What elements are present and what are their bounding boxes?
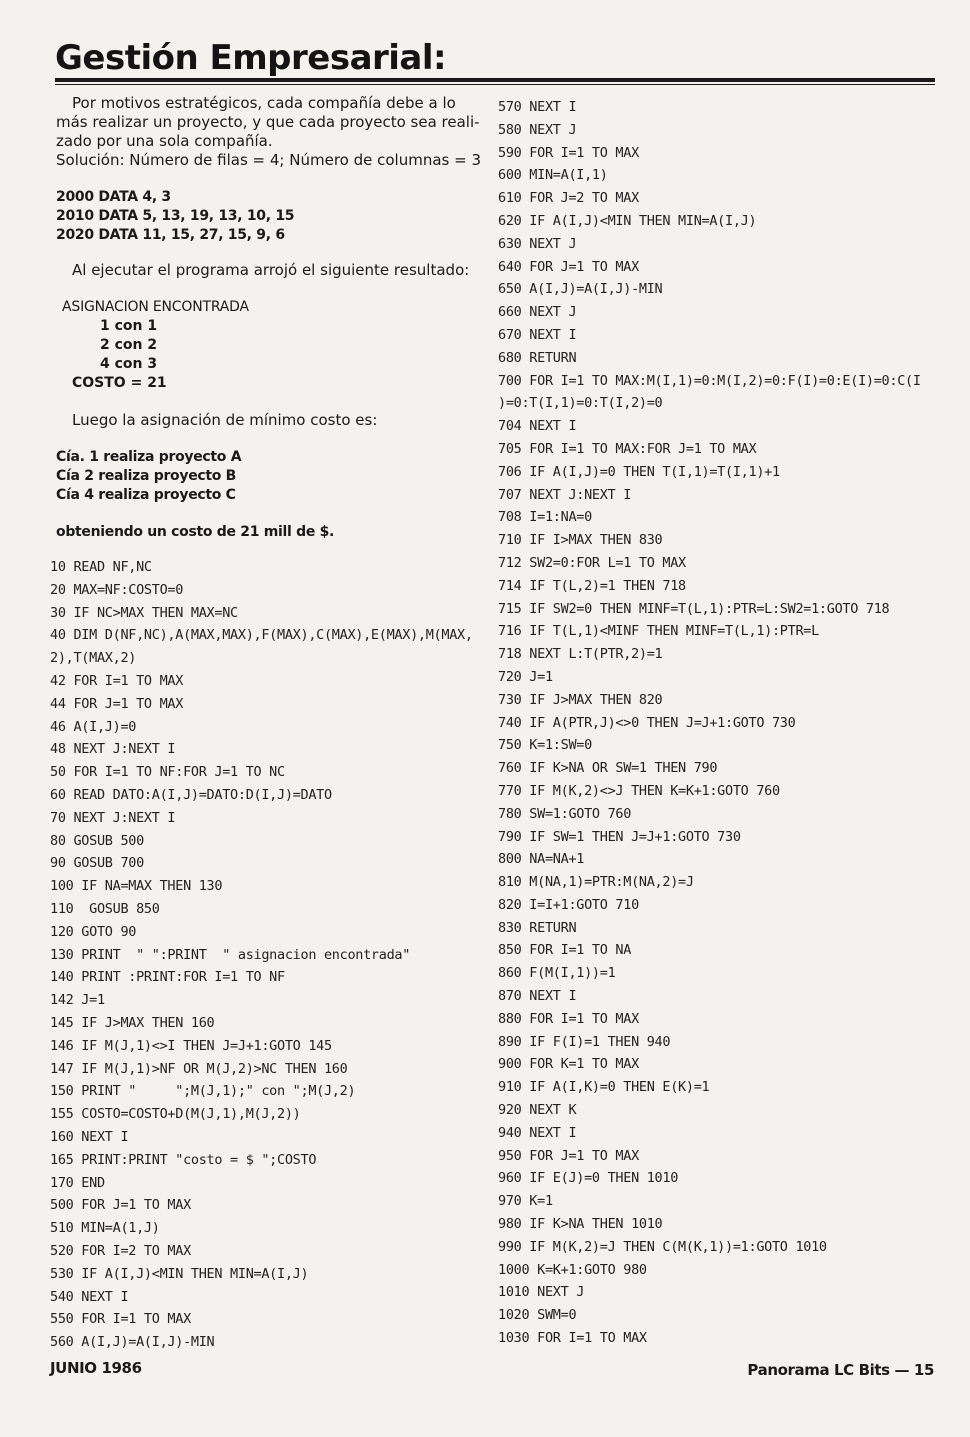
- code-line: 715 IF SW2=0 THEN MINF=T(L,1):PTR=L:SW2=1:GOTO 718: [498, 600, 890, 617]
- assignment-line: Cía. 1 realiza proyecto A: [56, 449, 242, 465]
- code-line: 170 END: [50, 1174, 105, 1191]
- code-line: 700 FOR I=1 TO MAX:M(I,1)=0:M(I,2)=0:F(I)=0:E(I)=0:C(I: [498, 372, 921, 389]
- code-line: 780 SW=1:GOTO 760: [498, 805, 632, 822]
- code-line: 960 IF E(J)=0 THEN 1010: [498, 1170, 679, 1187]
- assignment-list: [56, 448, 496, 505]
- code-line: 46 A(I,J)=0: [50, 718, 137, 735]
- intro-line: Solución: Número de filas = 4; Número de columnas = 3: [56, 151, 481, 169]
- code-line: )=0:T(I,1)=0:T(I,2)=0: [498, 395, 663, 412]
- assignment-line: Cía 4 realiza proyecto C: [56, 487, 236, 503]
- code-line: 610 FOR J=2 TO MAX: [498, 190, 639, 207]
- code-line: 740 IF A(PTR,J)<>0 THEN J=J+1:GOTO 730: [498, 714, 796, 731]
- code-line: 900 FOR K=1 TO MAX: [498, 1056, 639, 1073]
- code-line: 80 GOSUB 500: [50, 832, 144, 849]
- code-line: 720 J=1: [498, 668, 553, 685]
- page-title: Gestión Empresarial:: [55, 38, 447, 78]
- run-text: Al ejecutar el programa arrojó el siguiente resultado:: [72, 261, 470, 279]
- code-line: 760 IF K>NA OR SW=1 THEN 790: [498, 760, 718, 777]
- code-line: 600 MIN=A(I,1): [498, 167, 608, 184]
- code-line: 165 PRINT:PRINT "costo = $ ";COSTO: [50, 1151, 317, 1168]
- code-line: 60 READ DATO:A(I,J)=DATO:D(I,J)=DATO: [50, 786, 332, 803]
- intro-line: zado por una sola compañía.: [56, 132, 273, 150]
- code-line: 830 RETURN: [498, 919, 577, 936]
- intro-line: más realizar un proyecto, y que cada proyecto sea reali-: [56, 113, 480, 131]
- code-line: 870 NEXT I: [498, 988, 577, 1005]
- code-line: 530 IF A(I,J)<MIN THEN MIN=A(I,J): [50, 1265, 309, 1282]
- result-pairs: [56, 317, 496, 374]
- code-line: 800 NA=NA+1: [498, 851, 585, 868]
- code-line: 142 J=1: [50, 992, 105, 1009]
- code-line: 120 GOTO 90: [50, 923, 137, 940]
- cost-summary: obteniendo un costo de 21 mill de $.: [56, 524, 335, 540]
- code-line: 710 IF I>MAX THEN 830: [498, 532, 663, 549]
- code-line: 712 SW2=0:FOR L=1 TO MAX: [498, 554, 686, 571]
- code-line: 810 M(NA,1)=PTR:M(NA,2)=J: [498, 874, 694, 891]
- code-line: 670 NEXT I: [498, 326, 577, 343]
- code-line: 145 IF J>MAX THEN 160: [50, 1014, 215, 1031]
- code-line: 860 F(M(I,1))=1: [498, 965, 616, 982]
- code-line: 570 NEXT I: [498, 99, 577, 115]
- code-line: 707 NEXT J:NEXT I: [498, 486, 632, 503]
- code-line: 750 K=1:SW=0: [498, 737, 592, 754]
- intro-line: Por motivos estratégicos, cada compañía debe a lo: [72, 94, 456, 112]
- code-line: 640 FOR J=1 TO MAX: [498, 258, 639, 275]
- result-pair: 2 con 2: [100, 337, 158, 353]
- code-line: 20 MAX=NF:COSTO=0: [50, 581, 184, 598]
- code-line: 160 NEXT I: [50, 1128, 129, 1145]
- code-line: 520 FOR I=2 TO MAX: [50, 1242, 191, 1259]
- code-line: 146 IF M(J,1)<>I THEN J=J+1:GOTO 145: [50, 1037, 332, 1054]
- code-line: 650 A(I,J)=A(I,J)-MIN: [498, 281, 663, 298]
- code-line: 30 IF NC>MAX THEN MAX=NC: [50, 604, 238, 621]
- code-line: 940 NEXT I: [498, 1124, 577, 1141]
- code-line: 1010 NEXT J: [498, 1284, 585, 1301]
- code-line: 705 FOR I=1 TO MAX:FOR J=1 TO MAX: [498, 440, 757, 457]
- code-line: 1000 K=K+1:GOTO 980: [498, 1261, 647, 1278]
- conclusion-text: Luego la asignación de mínimo costo es:: [72, 411, 378, 429]
- code-line: 620 IF A(I,J)<MIN THEN MIN=A(I,J): [498, 212, 757, 229]
- code-listing-left: [50, 556, 495, 1354]
- code-line: 718 NEXT L:T(PTR,2)=1: [498, 646, 663, 663]
- assignment-line: Cía 2 realiza proyecto B: [56, 468, 237, 484]
- code-listing-right: [498, 96, 948, 1350]
- code-line: 2),T(MAX,2): [50, 650, 137, 667]
- code-line: 708 I=1:NA=0: [498, 509, 592, 526]
- code-line: 70 NEXT J:NEXT I: [50, 809, 176, 826]
- code-line: 890 IF F(I)=1 THEN 940: [498, 1033, 671, 1050]
- code-line: 880 FOR I=1 TO MAX: [498, 1010, 639, 1027]
- code-line: 920 NEXT K: [498, 1102, 577, 1119]
- code-line: 150 PRINT " ";M(J,1);" con ";M(J,2): [50, 1083, 356, 1100]
- code-line: 110 GOSUB 850: [50, 900, 160, 917]
- code-line: 850 FOR I=1 TO NA: [498, 942, 632, 959]
- code-line: 42 FOR I=1 TO MAX: [50, 672, 184, 689]
- data-line: 2010 DATA 5, 13, 19, 13, 10, 15: [56, 208, 295, 224]
- result-pair: 1 con 1: [100, 318, 158, 334]
- code-line: 50 FOR I=1 TO NF:FOR J=1 TO NC: [50, 764, 285, 781]
- code-line: 730 IF J>MAX THEN 820: [498, 691, 663, 708]
- code-line: 910 IF A(I,K)=0 THEN E(K)=1: [498, 1079, 710, 1096]
- result-pair: 4 con 3: [100, 356, 158, 372]
- result-heading: ASIGNACION ENCONTRADA: [62, 299, 249, 315]
- code-line: 44 FOR J=1 TO MAX: [50, 695, 184, 712]
- data-statements: [56, 188, 496, 245]
- code-line: 147 IF M(J,1)>NF OR M(J,2)>NC THEN 160: [50, 1060, 348, 1077]
- result-cost: COSTO = 21: [72, 375, 167, 391]
- code-line: 560 A(I,J)=A(I,J)-MIN: [50, 1334, 215, 1351]
- code-line: 790 IF SW=1 THEN J=J+1:GOTO 730: [498, 828, 741, 845]
- footer-date: JUNIO 1986: [50, 1359, 142, 1377]
- code-line: 10 READ NF,NC: [50, 559, 152, 575]
- code-line: 980 IF K>NA THEN 1010: [498, 1216, 663, 1233]
- code-line: 970 K=1: [498, 1193, 553, 1210]
- code-line: 580 NEXT J: [498, 121, 577, 138]
- code-line: 550 FOR I=1 TO MAX: [50, 1311, 191, 1328]
- data-line: 2000 DATA 4, 3: [56, 189, 171, 205]
- code-line: 510 MIN=A(1,J): [50, 1220, 160, 1237]
- code-line: 500 FOR J=1 TO MAX: [50, 1197, 191, 1214]
- code-line: 660 NEXT J: [498, 304, 577, 321]
- code-line: 950 FOR J=1 TO MAX: [498, 1147, 639, 1164]
- code-line: 40 DIM D(NF,NC),A(MAX,MAX),F(MAX),C(MAX),E(MAX),M(MAX,: [50, 627, 473, 644]
- code-line: 90 GOSUB 700: [50, 855, 144, 872]
- code-line: 540 NEXT I: [50, 1288, 129, 1305]
- article-left-column: [56, 94, 496, 542]
- code-line: 820 I=I+1:GOTO 710: [498, 896, 639, 913]
- footer-page: Panorama LC Bits — 15: [747, 1361, 934, 1379]
- code-line: 716 IF T(L,1)<MINF THEN MINF=T(L,1):PTR=L: [498, 623, 819, 640]
- code-line: 1030 FOR I=1 TO MAX: [498, 1330, 647, 1347]
- code-line: 680 RETURN: [498, 349, 577, 366]
- title-rule: [55, 78, 935, 82]
- code-line: 714 IF T(L,2)=1 THEN 718: [498, 577, 686, 594]
- code-line: 48 NEXT J:NEXT I: [50, 741, 176, 758]
- code-line: 704 NEXT I: [498, 418, 577, 435]
- intro-paragraph: [56, 94, 496, 170]
- code-line: 130 PRINT " ":PRINT " asignacion encontrada": [50, 946, 411, 963]
- data-line: 2020 DATA 11, 15, 27, 15, 9, 6: [56, 227, 285, 243]
- code-line: 590 FOR I=1 TO MAX: [498, 144, 639, 161]
- code-line: 770 IF M(K,2)<>J THEN K=K+1:GOTO 760: [498, 782, 780, 799]
- code-line: 630 NEXT J: [498, 235, 577, 252]
- code-line: 155 COSTO=COSTO+D(M(J,1),M(J,2)): [50, 1106, 301, 1123]
- code-line: 706 IF A(I,J)=0 THEN T(I,1)=T(I,1)+1: [498, 463, 780, 480]
- code-line: 100 IF NA=MAX THEN 130: [50, 878, 223, 895]
- code-line: 140 PRINT :PRINT:FOR I=1 TO NF: [50, 969, 285, 986]
- code-line: 990 IF M(K,2)=J THEN C(M(K,1))=1:GOTO 1010: [498, 1238, 827, 1255]
- code-line: 1020 SWM=0: [498, 1307, 577, 1324]
- title-rule-thin: [55, 84, 935, 85]
